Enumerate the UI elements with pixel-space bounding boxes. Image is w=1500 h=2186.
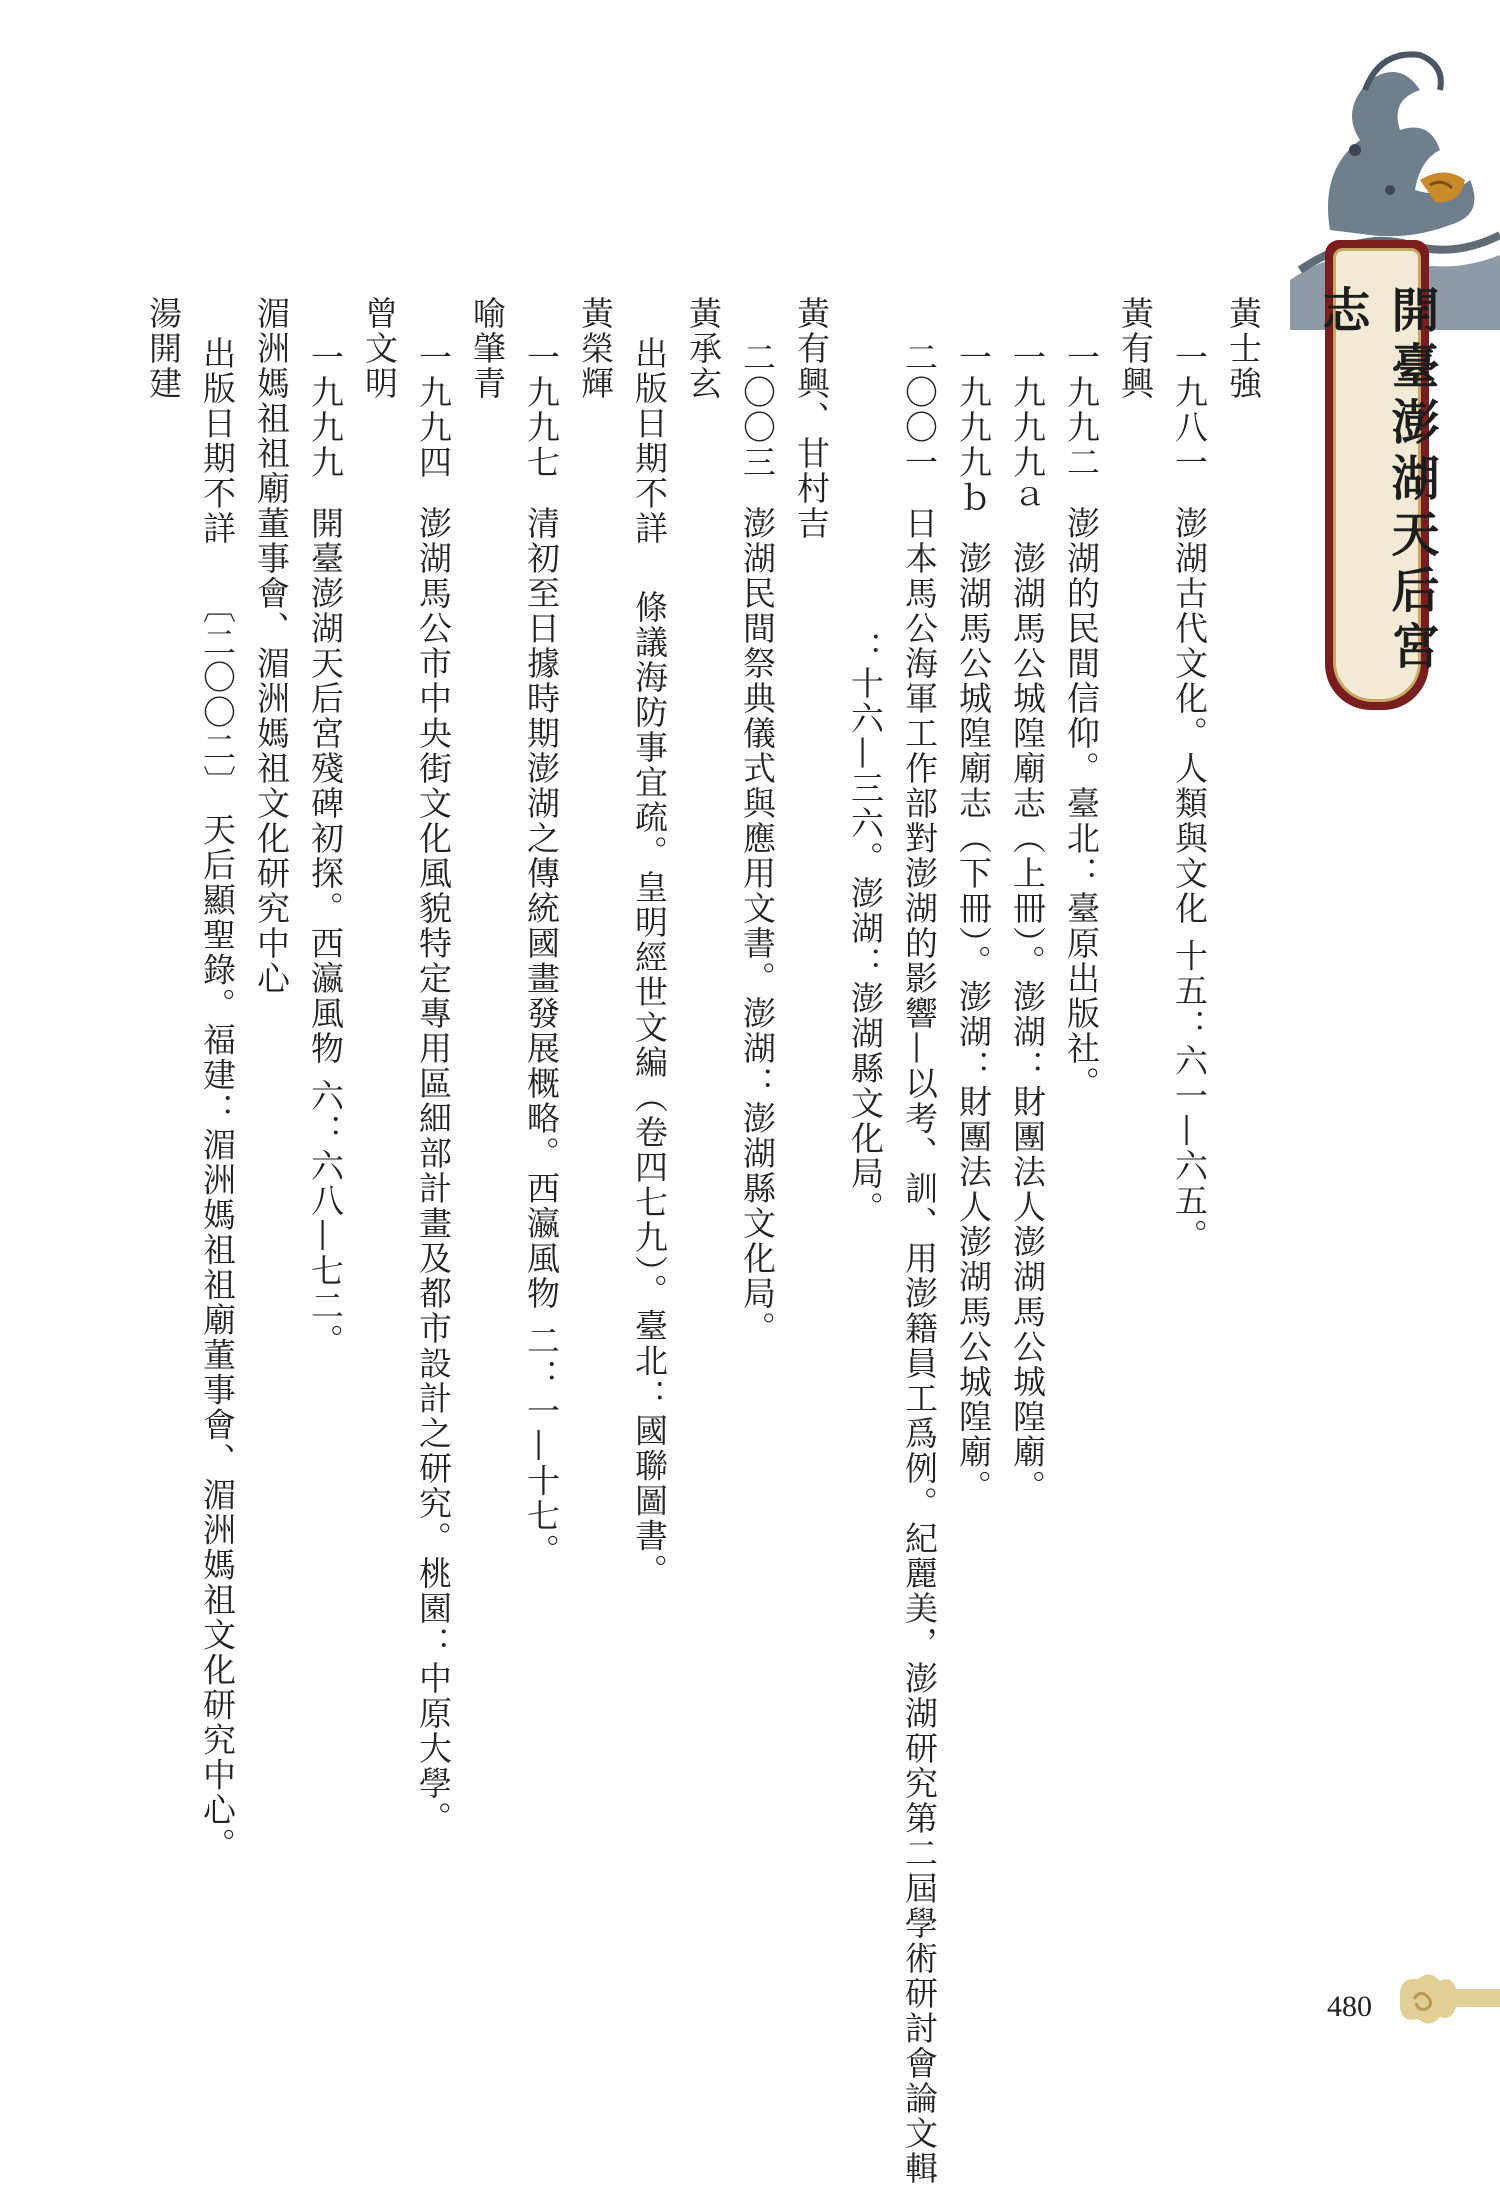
- bibliography-text: [144, 296, 1270, 2186]
- entry-year: 二〇〇三: [738, 340, 777, 480]
- bibliography-entry: [298, 296, 352, 2056]
- bibliography-entry: [514, 296, 568, 2056]
- bibliography-entry: [1000, 296, 1054, 2056]
- author-heading: 曾文明: [360, 296, 399, 401]
- author-heading: 黃有興: [1116, 296, 1155, 401]
- bibliography-entry: [892, 296, 946, 2186]
- entry-year: 一九九四: [414, 340, 453, 480]
- bibliography-entry: [190, 296, 244, 2056]
- entry-text: 澎湖馬公城隍廟志（下冊）。澎湖：財團法人澎湖馬公城隍廟。: [954, 541, 993, 1505]
- entry-text: 清初至日據時期澎湖之傳統國畫發展概略。西瀛風物 二：一—十七。: [522, 506, 561, 1569]
- entry-text: 澎湖馬公市中央街文化風貌特定專用區細部計畫及都市設計之研究。桃園：中原大學。: [414, 506, 453, 1836]
- entry-year: 二〇〇一: [900, 340, 939, 480]
- entry-year: 一九八一: [1170, 340, 1209, 480]
- author-heading: 湄洲媽祖祖廟董事會、湄洲媽祖文化研究中心: [252, 296, 291, 996]
- cloud-scroll-ornament: [1386, 1965, 1500, 2035]
- author-heading: 黃承玄: [684, 296, 723, 401]
- entry-text: 開臺澎湖天后宮殘碑初探。西瀛風物 六：六八—七二。: [306, 506, 345, 1359]
- book-title: 開臺澎湖天后宮志: [1314, 285, 1439, 677]
- author-heading: 湯開建: [144, 296, 183, 401]
- entry-year: 出版日期不詳: [630, 336, 669, 546]
- bibliography-entry: [730, 296, 784, 2056]
- bibliography-entry: [1054, 296, 1108, 2056]
- entry-text: 澎湖古代文化。人類與文化 十五：六一—六五。: [1170, 506, 1209, 1254]
- entry-year: 一九九七: [522, 340, 561, 480]
- entry-year: 一九九二: [1062, 340, 1101, 480]
- entry-text: 條議海防事宜疏。皇明經世文編（卷四七九）。臺北：國聯圖書。: [630, 590, 669, 1589]
- entry-text: 日本馬公海軍工作部對澎湖的影響—以考、訓、用澎籍員工爲例。紀麗美，澎湖研究第二屆學術研討會論文輯: [900, 506, 939, 2186]
- author-heading: 喻肇青: [468, 296, 507, 401]
- bibliography-entry: [622, 296, 676, 2056]
- author-heading: 黃士強: [1224, 296, 1263, 401]
- book-title-banner: [1314, 240, 1439, 710]
- entry-year: 一九九九: [306, 340, 345, 480]
- entry-continuation: ：十六—三六。澎湖：澎湖縣文化局。: [846, 631, 885, 1226]
- banner-panel: [1314, 248, 1439, 702]
- bibliography-entry: [406, 296, 460, 2056]
- entry-year: 出版日期不詳: [198, 336, 237, 546]
- entry-year: 一九九九ａ: [1008, 340, 1047, 515]
- entry-text: 澎湖馬公城隍廟志（上冊）。澎湖：財團法人澎湖馬公城隍廟。: [1008, 541, 1047, 1505]
- entry-text: 〔二〇〇二〕 天后顯聖錄。福建：湄洲媽祖祖廟董事會、湄洲媽祖文化研究中心。: [198, 590, 237, 1863]
- page-number: 480: [1327, 1990, 1372, 2023]
- entry-year: 一九九九ｂ: [954, 340, 993, 515]
- entry-text: 澎湖民間祭典儀式與應用文書。澎湖：澎湖縣文化局。: [738, 506, 777, 1346]
- author-heading: 黃榮輝: [576, 296, 615, 401]
- bibliography-entry: [946, 296, 1000, 2056]
- bibliography-entry: [1162, 296, 1216, 2056]
- entry-text: 澎湖的民間信仰。臺北：臺原出版社。: [1062, 506, 1101, 1101]
- author-heading: 黃有興、甘村吉: [792, 296, 831, 541]
